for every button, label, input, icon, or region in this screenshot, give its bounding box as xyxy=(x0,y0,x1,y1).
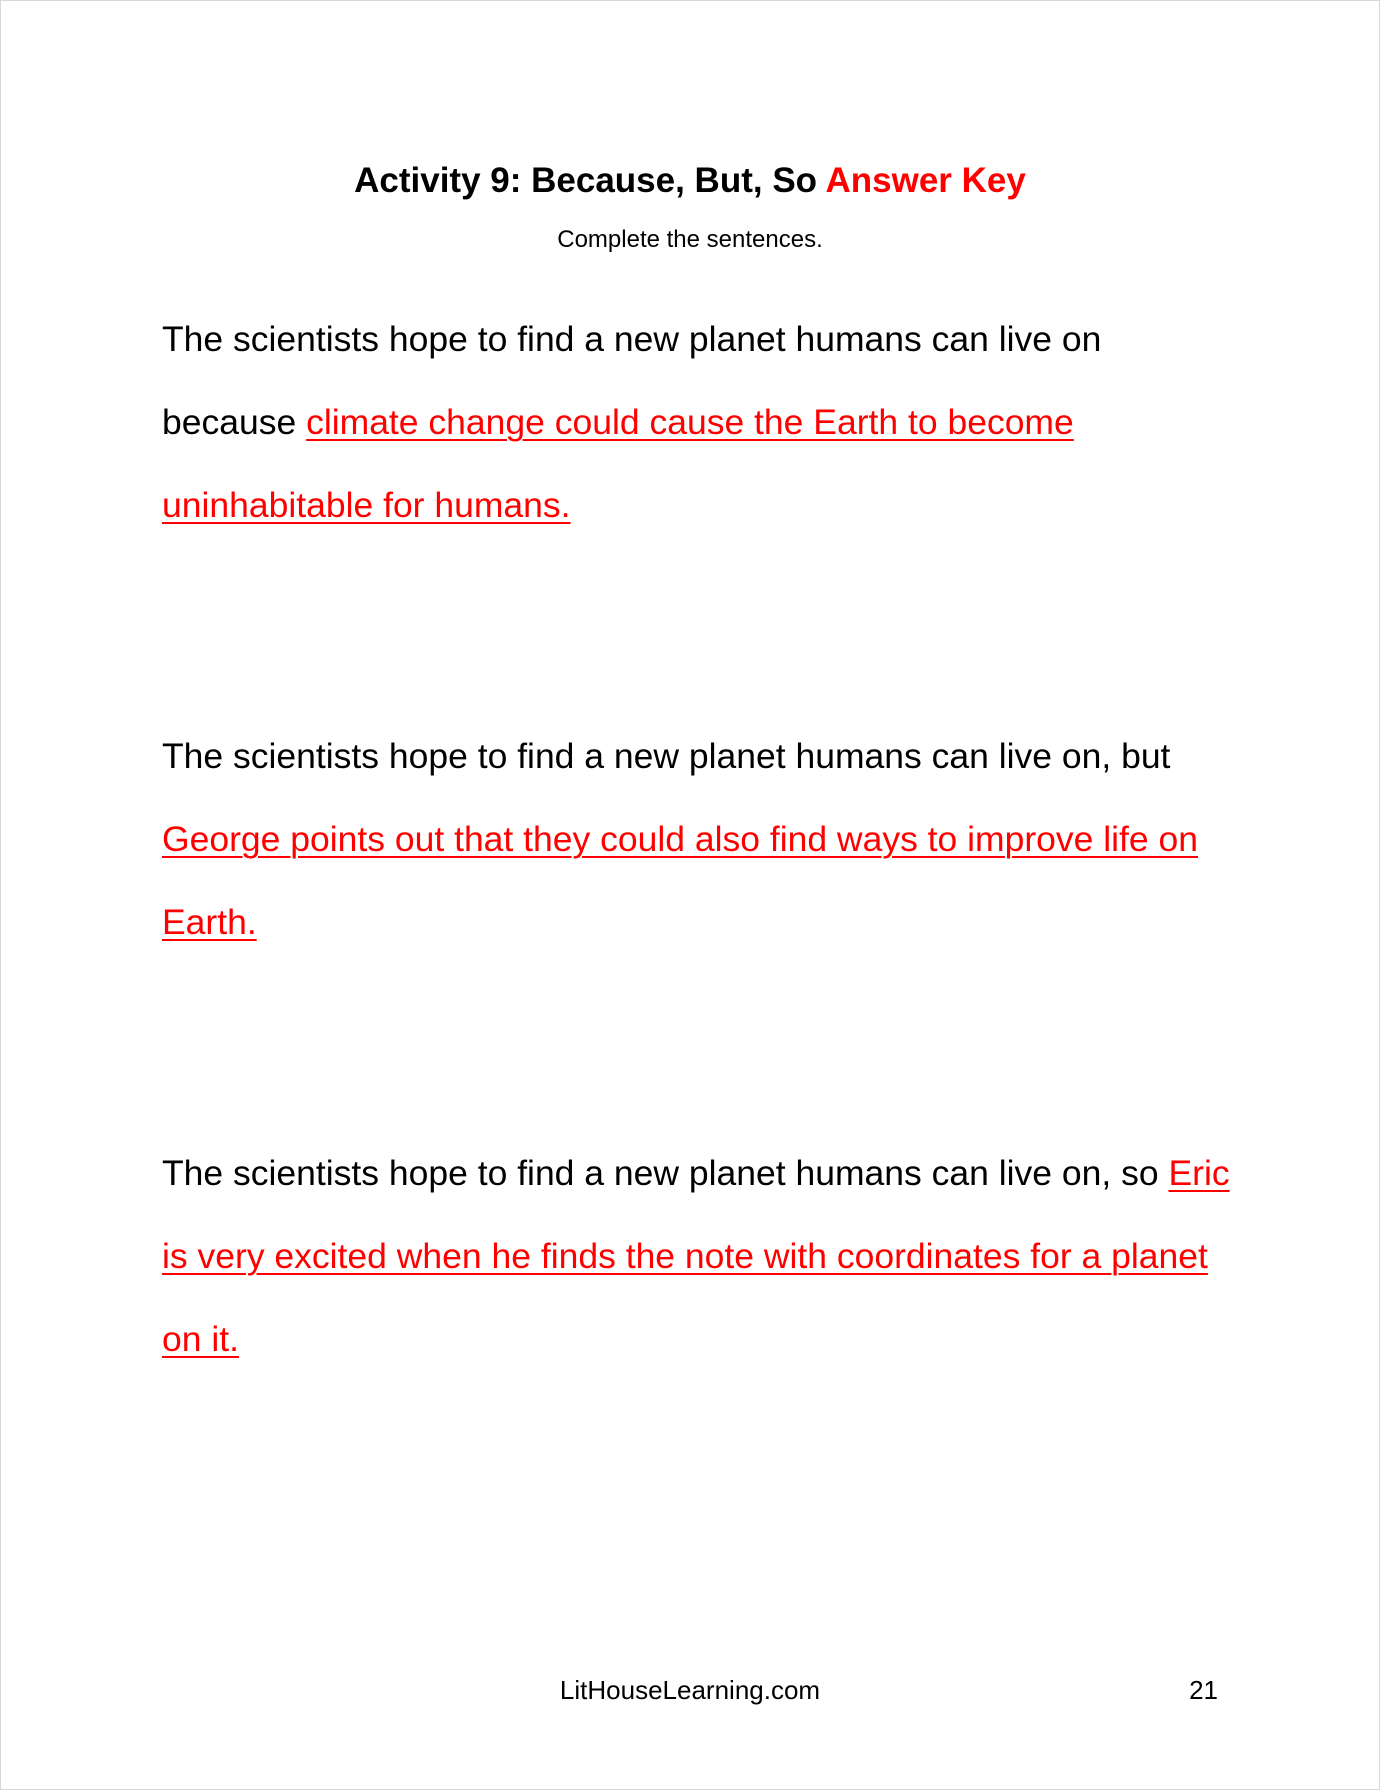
question-prompt: The scientists hope to find a new planet humans can live on, but xyxy=(162,736,1171,776)
page-number: 21 xyxy=(1189,1675,1218,1705)
question-prompt: The scientists hope to find a new planet humans can live on, so xyxy=(162,1153,1159,1193)
question-answer: climate change could cause the Earth to become uninhabitable for humans. xyxy=(162,402,1074,525)
question-but xyxy=(162,715,1242,964)
question-answer: George points out that they could also find ways to improve life on Earth. xyxy=(162,819,1199,942)
instruction-text: Complete the sentences. xyxy=(557,226,823,253)
title-text: Activity 9: Because, But, So xyxy=(354,161,818,200)
question-so xyxy=(162,1132,1242,1381)
question-because xyxy=(162,298,1242,547)
question-answer: Eric is very excited when he finds the note with coordinates for a planet on it. xyxy=(162,1153,1230,1359)
answer-key-label: Answer Key xyxy=(825,161,1026,200)
footer-website: LitHouseLearning.com xyxy=(559,1675,821,1705)
question-prompt: The scientists hope to find a new planet humans can live on because xyxy=(162,319,1102,442)
answer-list xyxy=(162,298,1242,1381)
page-title xyxy=(0,160,1380,202)
